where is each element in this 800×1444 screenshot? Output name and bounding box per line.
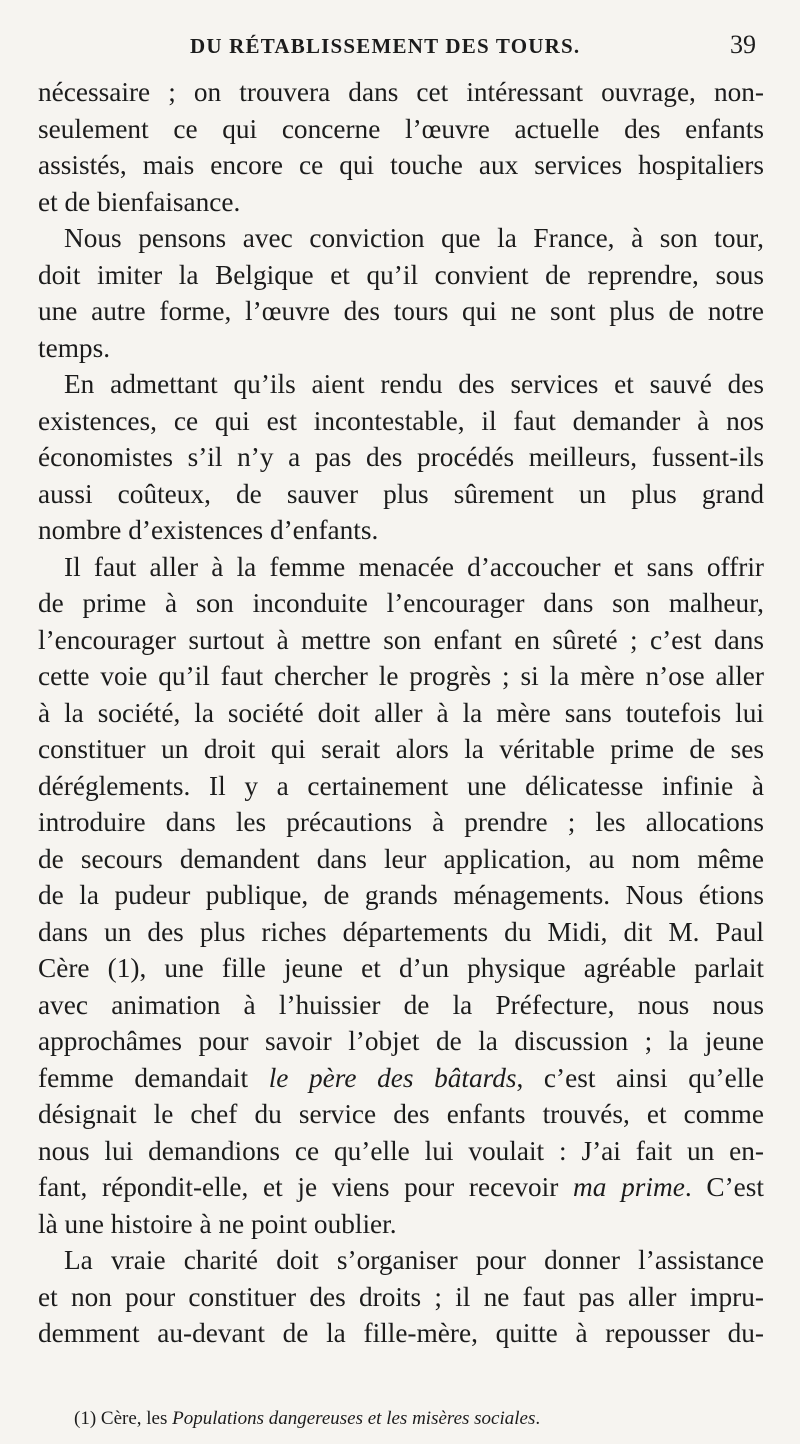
paragraph-1 xyxy=(38,74,764,220)
running-title: DU RÉTABLISSEMENT DES TOURS. xyxy=(190,34,581,58)
footnote-prefix: (1) Cère, les xyxy=(74,1408,173,1429)
text-segment: femme demandait xyxy=(38,1062,269,1093)
text-line: de secours demandent dans leur application, au nom même xyxy=(38,843,764,874)
footnote-suffix: . xyxy=(535,1408,541,1429)
text-line: dans un des plus riches départements du Midi, dit M. Paul xyxy=(38,916,764,947)
text-line: constituer un droit qui serait alors la véritable prime de ses xyxy=(38,734,764,764)
text-line: aussi coûteux, de sauver plus sûrement un plus grand xyxy=(38,478,764,509)
text-line: là une histoire à ne point oublier. xyxy=(38,1208,397,1239)
paragraph-4 xyxy=(38,549,764,1243)
text-segment: , c’est ainsi qu’elle xyxy=(516,1062,764,1093)
text-line: à la société, la société doit aller à la mère sans toutefois lui xyxy=(38,697,764,728)
paragraph-5 xyxy=(38,1242,764,1352)
text-line: Il faut aller à la femme menacée d’accoucher et sans offrir xyxy=(64,551,764,582)
text-line: nécessaire ; on trouvera dans cet intéressant ouvrage, non- xyxy=(38,77,764,107)
text-line: de prime à son inconduite l’encourager dans son malheur, xyxy=(38,588,764,618)
text-line: et de bienfaisance. xyxy=(38,186,241,217)
text-line: existences, ce qui est incontestable, il faut demander à nos xyxy=(38,405,764,436)
text-segment: fant, répondit-elle, et je viens pour recevoir xyxy=(38,1172,574,1202)
text-line: une autre forme, l’œuvre des tours qui ne sont plus de notre xyxy=(38,296,764,326)
footnote xyxy=(74,1408,540,1430)
text-line: et non pour constituer des droits ; il ne faut pas aller impru- xyxy=(38,1281,764,1312)
page-number: 39 xyxy=(730,30,756,59)
text-line: économistes s’il n’y a pas des procédés meilleurs, fussent-ils xyxy=(38,442,764,472)
text-line: En admettant qu’ils aient rendu des services et sauvé des xyxy=(64,369,764,399)
text-line: avec animation à l’huissier de la Préfecture, nous nous xyxy=(38,989,764,1020)
text-line: l’encourager surtout à mettre son enfant en sûreté ; c’est dans xyxy=(38,624,764,655)
text-line: nombre d’existences d’enfants. xyxy=(38,515,379,545)
text-line: approchâmes pour savoir l’objet de la discussion ; la jeune xyxy=(38,1026,764,1056)
text-line: de la pudeur publique, de grands ménagements. Nous étions xyxy=(38,880,764,910)
text-line: Nous pensons avec conviction que la France, à son tour, xyxy=(64,223,764,253)
body-text xyxy=(38,74,764,1352)
text-line-with-italic xyxy=(38,1169,764,1206)
text-line: temps. xyxy=(38,332,111,363)
text-line-with-italic xyxy=(38,1060,764,1097)
text-line: Cère (1), une fille jeune et d’un physique agréable parlait xyxy=(38,953,764,983)
paragraph-2 xyxy=(38,220,764,366)
text-line: déréglements. Il y a certainement une délicatesse infinie à xyxy=(38,770,764,801)
footnote-title: Populations dangereuses et les misères sociales xyxy=(172,1408,536,1429)
text-line: demment au-devant de la fille-mère, quitte à repousser du- xyxy=(38,1318,764,1348)
text-line: seulement ce qui concerne l’œuvre actuelle des enfants xyxy=(38,113,764,144)
running-head xyxy=(38,30,756,64)
text-line: désignait le chef du service des enfants trouvés, et comme xyxy=(38,1099,764,1129)
italic-phrase: le père des bâtards xyxy=(268,1062,517,1093)
text-line: nous lui demandions ce qu’elle lui voulait : J’ai fait un en- xyxy=(38,1135,764,1166)
text-line: introduire dans les précautions à prendre ; les allocations xyxy=(38,807,764,837)
text-line: La vraie charité doit s’organiser pour donner l’assistance xyxy=(64,1245,764,1275)
paragraph-3 xyxy=(38,366,764,549)
text-line: doit imiter la Belgique et qu’il convient de reprendre, sous xyxy=(38,259,764,290)
text-segment: . C’est xyxy=(684,1172,764,1202)
italic-phrase: ma prime xyxy=(573,1172,685,1202)
text-line: assistés, mais encore ce qui touche aux services hospitaliers xyxy=(38,150,764,180)
text-line: cette voie qu’il faut chercher le progrès ; si la mère n’ose aller xyxy=(38,661,764,691)
